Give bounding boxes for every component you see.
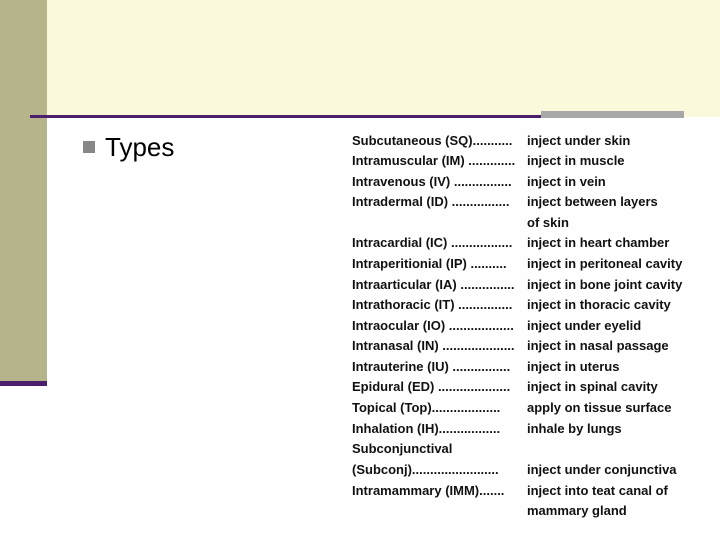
bullet-item (83, 131, 174, 163)
route-name: Intrathoracic (IT) ............... (352, 297, 513, 312)
route-description: inject in nasal passage (527, 338, 669, 353)
route-description: inject in peritoneal cavity (527, 256, 683, 271)
route-description: inject in heart chamber (527, 235, 670, 250)
route-description: inject under eyelid (527, 318, 642, 333)
route-name: Intraarticular (IA) ............... (352, 277, 515, 292)
route-row (339, 172, 707, 192)
route-name: Intranasal (IN) .................... (352, 338, 515, 353)
header-rule-accent (541, 111, 684, 118)
route-row (339, 192, 707, 212)
route-row (339, 213, 707, 233)
route-name: (Subconj)........................ (352, 462, 499, 477)
route-description: inhale by lungs (527, 421, 622, 436)
route-row (339, 151, 707, 171)
route-row (339, 460, 707, 480)
route-row (339, 295, 707, 315)
route-name: Intrauterine (IU) ................ (352, 359, 511, 374)
route-name: Intracardial (IC) ................. (352, 235, 513, 250)
bullet-text: Types (105, 132, 175, 162)
route-row (339, 254, 707, 274)
route-name: Subcutaneous (SQ)........... (352, 133, 513, 148)
square-bullet-icon (83, 141, 95, 153)
route-row (339, 439, 707, 459)
route-description: inject under skin (527, 133, 631, 148)
route-description: inject in thoracic cavity (527, 297, 671, 312)
route-description: inject in spinal cavity (527, 379, 658, 394)
route-name: Subconjunctival (352, 441, 453, 456)
route-name: Intradermal (ID) ................ (352, 194, 510, 209)
route-row (339, 275, 707, 295)
route-row (339, 481, 707, 501)
route-description: mammary gland (527, 503, 627, 518)
sidebar-band (0, 0, 47, 383)
route-name: Intramammary (IMM)....... (352, 483, 505, 498)
route-description: inject in muscle (527, 153, 625, 168)
route-description: inject between layers (527, 194, 658, 209)
route-row (339, 501, 707, 521)
route-row (339, 131, 707, 151)
header-band (47, 0, 720, 117)
route-name: Intravenous (IV) ................ (352, 174, 512, 189)
route-description: inject into teat canal of (527, 483, 668, 498)
route-name: Intraperitionial (IP) .......... (352, 256, 507, 271)
route-row (339, 233, 707, 253)
route-description: inject in uterus (527, 359, 620, 374)
route-name: Intraocular (IO) .................. (352, 318, 514, 333)
route-description: apply on tissue surface (527, 400, 672, 415)
route-row (339, 316, 707, 336)
route-description: inject in vein (527, 174, 606, 189)
route-description: inject under conjunctiva (527, 462, 677, 477)
route-description: of skin (527, 215, 569, 230)
route-row (339, 377, 707, 397)
route-name: Intramuscular (IM) ............. (352, 153, 516, 168)
routes-table-image (339, 128, 707, 528)
route-row (339, 419, 707, 439)
route-row (339, 336, 707, 356)
route-row (339, 398, 707, 418)
route-row (339, 357, 707, 377)
route-name: Topical (Top)................... (352, 400, 501, 415)
sidebar-accent-bar (0, 381, 47, 386)
route-name: Inhalation (IH)................. (352, 421, 501, 436)
route-description: inject in bone joint cavity (527, 277, 683, 292)
route-name: Epidural (ED) .................... (352, 379, 511, 394)
